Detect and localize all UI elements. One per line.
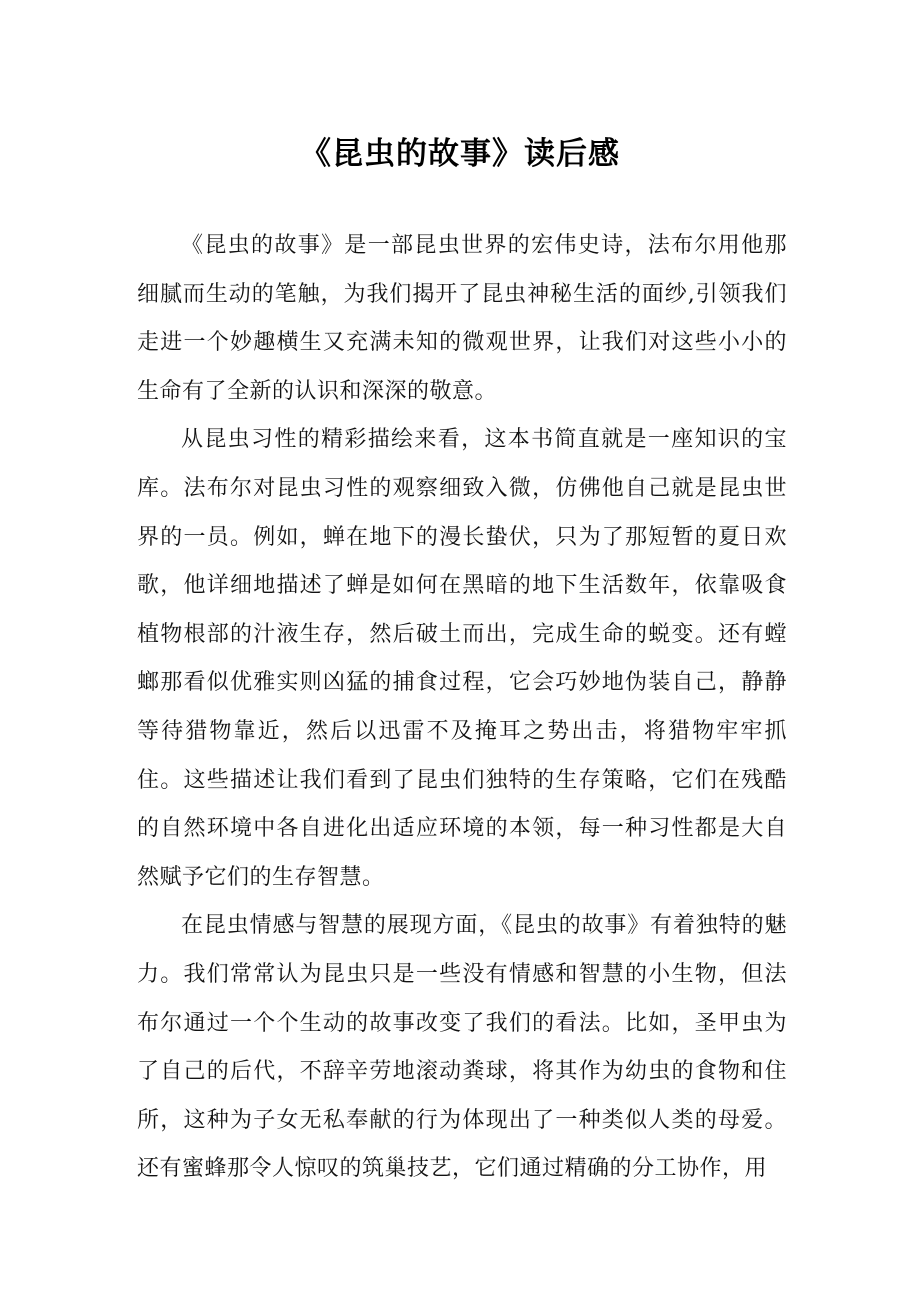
paragraph-1: 《昆虫的故事》是一部昆虫世界的宏伟史诗，法布尔用他那细腻而生动的笔触，为我们揭开了昆虫神秘生活的面纱,引领我们走进一个妙趣横生又充满未知的微观世界，让我们对这些小小的生命有了全新的认识和深深的敬意。 [137,233,787,404]
document-title: 《昆虫的故事》读后感 [300,136,620,172]
paragraph-2: 从昆虫习性的精彩描绘来看，这本书简直就是一座知识的宝库。法布尔对昆虫习性的观察细致入微，仿佛他自己就是昆虫世界的一员。例如，蝉在地下的漫长蛰伏，只为了那短暂的夏日欢歌，他详细地描述了蝉是如何在黑暗的地下生活数年，依靠吸食植物根部的汁液生存，然后破土而出，完成生命的蜕变。还有螳螂那看似优雅实则凶猛的捕食过程，它会巧妙地伪装自己，静静等待猎物靠近，然后以迅雷不及掩耳之势出击，将猎物牢牢抓住。这些描述让我们看到了昆虫们独特的生存策略，它们在残酷的自然环境中各自进化出适应环境的本领，每一种习性都是大自然赋予它们的生存智慧。 [137,427,787,890]
paragraph-3: 在昆虫情感与智慧的展现方面，《昆虫的故事》有着独特的魅力。我们常常认为昆虫只是一些没有情感和智慧的小生物，但法布尔通过一个个生动的故事改变了我们的看法。比如，圣甲虫为了自己的后代，不辞辛劳地滚动粪球，将其作为幼虫的食物和住所，这种为子女无私奉献的行为体现出了一种类似人类的母爱。还有蜜蜂那令人惊叹的筑巢技艺，它们通过精确的分工协作，用 [137,913,787,1182]
document-body [137,222,787,1194]
